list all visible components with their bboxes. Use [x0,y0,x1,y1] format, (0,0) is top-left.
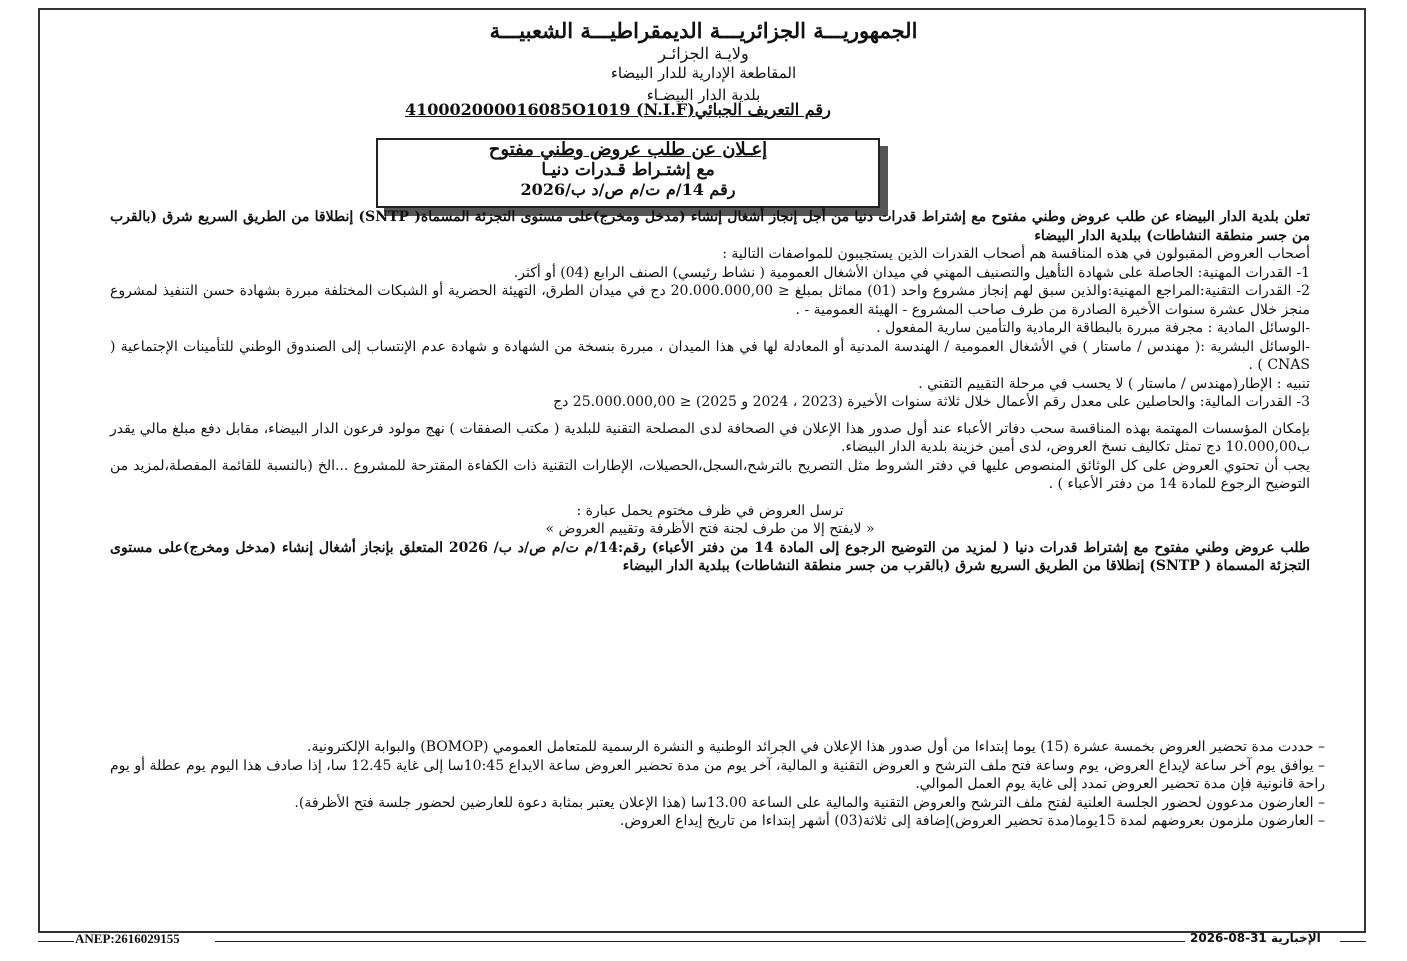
footer [0,931,1407,951]
district-heading: المقاطعة الإدارية للدار البيضاء [610,64,797,82]
conditions-list [110,738,1325,831]
notice-title-line1: إعـلان عن طلب عروض وطني مفتوح [488,139,768,160]
footer-rule-middle [215,941,1185,942]
human-means: -الوسائل البشرية :( مهندس / ماستار ) في الأشغال العمومية / الهندسة المدنية أو المعادلة لها في هذا الميدان ، مبررة بنسخة من الشهادة و شهادة عدم الإنتساب إلى الصندوق الوطني للتأمينات الإجتماعية ( CNAS ) . [110,338,1310,373]
commune-heading: بلدية الدار البيضـاء [646,86,761,104]
envelope-mention: « لايفتح إلا من طرف لجنة فتح الأظرفة وتقييم العروض » [545,521,875,537]
wilaya-heading: ولايـة الجزائـر [658,44,749,63]
anep-number: ANEP:2616029155 [75,931,180,946]
publication-date: الإخبارية 31-08-2026 [1190,931,1321,945]
eligible-paragraph: أصحاب العروض المقبولون في هذه المناقسة هم أصحاب القدرات الذين يستجيبون للمواصفات التالية : [722,246,1310,262]
list-item: – العارضون ملزمون بعروضهم لمدة 15يوما(مدة تحضير العروض)إضافة إلى ثلاثة(03) أشهر إبتداءا من تاريخ إيداع العروض. [619,813,1325,829]
footer-rule-left [38,941,74,942]
technical-capacity: 2- القدرات التقنية:المراجع المهنية:والذين سبق لهم إنجاز مشروع واحد (01) مماثل بمبلغ ≤ 20.000.000,00 دج في ميدان الطرق، التهيئة الحضرية أو الشبكات المختلفة مبررة بشهادة حسن التنفيذ لمشروع منجز خلال عشرة سنوات الأخيرة الصادرة من طرف صاحب المشروع - الهيئة العمومية - . [110,283,1310,318]
material-means: -الوسائل المادية : مجرفة مبررة بالبطاقة الرمادية والتأمين سارية المفعول . [876,320,1310,336]
note-line: تنبيه : الإطار(مهندس / ماستار ) لا يحسب في مرحلة التقييم التقني . [918,375,1310,392]
notice-body [110,208,1310,576]
republic-heading: الجمهوريـــة الجزائريـــة الديمقراطيـــة الشعبيـــة [489,18,918,43]
financial-capacity: 3- القدرات المالية: والحاصلين على معدل رقم الأعمال خلال ثلاثة سنوات الأخيرة (2023 ، 2024 و 2025) ≤ 25.000.000,00 دج [553,394,1310,410]
professional-capacity: 1- القدرات المهنية: الحاصلة على شهادة التأهيل والتصنيف المهني في ميدان الأشغال العمومية ( نشاط رئيسي) الصنف الرابع (04) أو أكثر. [513,264,1310,281]
tax-id-line: رقم التعريف الجبائي(N.I.F) 410002000016085O1019 [405,100,831,119]
withdraw-paragraph: بإمكان المؤسسات المهتمة بهذه المناقسة سحب دفاتر الأعباء عند أول صدور هذا الإعلان في الصحافة لدى المصلحة التقنية للبلدية ( مكتب الصفقات ) نهج مولود فرعون الدار البيضاء، مقابل دفع مبلغ مالي يقدر ب10.000,00 دج تمثل تكاليف نسخ العروض، لدى أمين خزينة بلدية الدار البيضاء. [110,420,1310,455]
envelope-intro: ترسل العروض في ظرف مختوم يحمل عبارة : [576,502,844,519]
documents-paragraph: يجب أن تحتوي العروض على كل الوثائق المنصوص عليها في دفتر الشروط مثل التصريح بالترشح،السجل،الحصيلات، الإطارات التقنية ذات الكفاءة المقترحة للمشروع ...الخ (بالنسبة للقائمة المفصلة،لمزيد من التوضيح الرجوع للمادة 14 من دفتر الأعباء ) . [110,457,1310,492]
footer-rule-right [1340,941,1366,942]
notice-title-box [376,138,880,208]
envelope-reference: طلب عروض وطني مفتوح مع إشتراط قدرات دنيا ( لمزيد من التوضيح الرجوع إلى المادة 14 من دفتر الأعباء) رقم:14/م ت/م ص/د ب/ 2026 المتعلق بإنجاز أشغال إنشاء (مدخل ومخرج)على مستوى التجزئة المسماة ( SNTP) إنطلاقا من الطريق السريع شرق (بالقرب من جسر منطقة النشاطات) ببلدية الدار البيضاء [110,539,1310,574]
notice-title-number: رقم 14/م ت/م ص/د ب/2026 [520,180,736,199]
list-item: – العارضون مدعوون لحضور الجلسة العلنية لفتح ملف الترشح والعروض التقنية والمالية على الساعة 13.00سا (هذا الإعلان يعتبر بمثابة دعوة للعارضين لحضور جلسة فتح الأظرفة). [294,794,1325,811]
list-item: – يوافق يوم آخر ساعة لإيداع العروض، يوم وساعة فتح ملف الترشح و العروض التقنية و المالية، آخر يوم من مدة تحضير العروض ساعة الايداع 10:45سا إلى غاية 12.45 سا، إذا صادف هذا اليوم يوم عطلة أو يوم راحة قانونية فإن مدة تحضير العروض تمدد إلى غاية يوم العمل الموالي. [110,757,1325,792]
list-item: – حددت مدة تحضير العروض بخمسة عشرة (15) يوما إبتداءا من أول صدور هذا الإعلان في الجرائد الوطنية و النشرة الرسمية للمتعامل العمومي (BOMOP) والبوابة الإلكترونية. [307,739,1325,755]
intro-paragraph: تعلن بلدية الدار البيضاء عن طلب عروض وطني مفتوح مع إشتراط قدرات دنيا من أجل إنجاز أشغال إنشاء (مدخل ومخرج)على مستوى التجزئة المسماة( SNTP) إنطلاقا من الطريق السريع شرق (بالقرب من جسر منطقة النشاطات) ببلدية الدار البيضاء [110,209,1310,244]
notice-title-line2: مع إشتـراط قـدرات دنيـا [541,160,715,180]
